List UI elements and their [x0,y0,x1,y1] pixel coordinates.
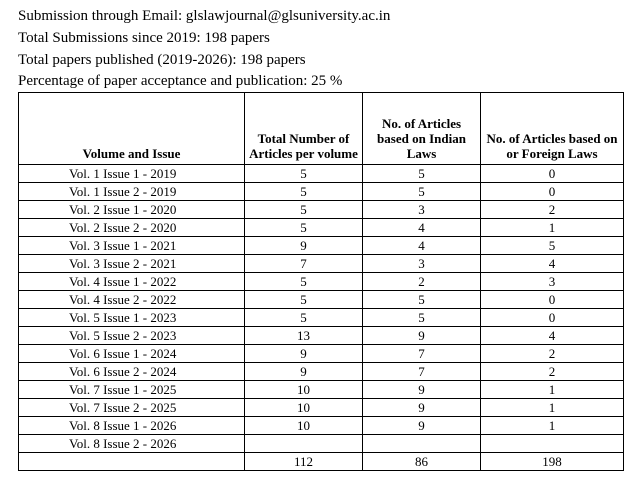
cell-indian: 9 [363,381,481,399]
acceptance-line: Percentage of paper acceptance and publication: 25 % [18,73,343,89]
table-header-row [19,93,624,165]
totals-row [19,453,624,471]
articles-table [18,92,624,471]
cell-indian: 7 [363,345,481,363]
table-row [19,237,624,255]
cell-foreign: 5 [481,237,624,255]
cell-volume: Vol. 5 Issue 2 - 2023 [19,327,245,345]
email-line: Submission through Email: glslawjournal@glsuniversity.ac.in [18,8,391,24]
cell-foreign: 1 [481,381,624,399]
totals-volume [19,453,245,471]
cell-volume: Vol. 7 Issue 1 - 2025 [19,381,245,399]
cell-volume: Vol. 7 Issue 2 - 2025 [19,399,245,417]
header-foreign: No. of Articles based on or Foreign Laws [481,93,624,165]
cell-volume: Vol. 4 Issue 1 - 2022 [19,273,245,291]
cell-foreign: 2 [481,345,624,363]
table-row [19,327,624,345]
table-row [19,345,624,363]
cell-total: 9 [245,363,363,381]
table-row [19,399,624,417]
cell-total: 5 [245,291,363,309]
cell-indian: 3 [363,201,481,219]
cell-total: 5 [245,183,363,201]
cell-indian: 5 [363,309,481,327]
table-body [19,165,624,471]
table-row [19,309,624,327]
cell-indian: 5 [363,291,481,309]
cell-indian: 5 [363,183,481,201]
cell-indian: 4 [363,237,481,255]
cell-indian: 9 [363,399,481,417]
cell-foreign: 2 [481,363,624,381]
cell-foreign: 1 [481,399,624,417]
cell-volume: Vol. 5 Issue 1 - 2023 [19,309,245,327]
cell-volume: Vol. 8 Issue 2 - 2026 [19,435,245,453]
table-row [19,219,624,237]
cell-volume: Vol. 2 Issue 2 - 2020 [19,219,245,237]
cell-total: 5 [245,309,363,327]
total-published-line: Total papers published (2019-2026): 198 papers [18,52,306,68]
cell-foreign: 0 [481,309,624,327]
table-row [19,435,624,453]
cell-total: 10 [245,381,363,399]
cell-foreign: 4 [481,327,624,345]
cell-foreign: 1 [481,219,624,237]
cell-volume: Vol. 1 Issue 2 - 2019 [19,183,245,201]
cell-volume: Vol. 1 Issue 1 - 2019 [19,165,245,183]
cell-volume: Vol. 8 Issue 1 - 2026 [19,417,245,435]
cell-foreign: 0 [481,291,624,309]
table-row [19,291,624,309]
cell-volume: Vol. 3 Issue 1 - 2021 [19,237,245,255]
table-row [19,183,624,201]
table-row [19,165,624,183]
cell-indian: 7 [363,363,481,381]
totals-foreign: 198 [481,453,624,471]
totals-total: 112 [245,453,363,471]
cell-volume: Vol. 4 Issue 2 - 2022 [19,291,245,309]
cell-indian [363,435,481,453]
cell-volume: Vol. 3 Issue 2 - 2021 [19,255,245,273]
table-row [19,363,624,381]
cell-indian: 9 [363,417,481,435]
cell-volume: Vol. 6 Issue 1 - 2024 [19,345,245,363]
cell-indian: 4 [363,219,481,237]
cell-indian: 5 [363,165,481,183]
cell-total: 5 [245,273,363,291]
cell-total: 10 [245,399,363,417]
cell-indian: 9 [363,327,481,345]
table-row [19,201,624,219]
cell-indian: 2 [363,273,481,291]
table-row [19,273,624,291]
cell-foreign: 0 [481,165,624,183]
table-row [19,255,624,273]
cell-foreign: 1 [481,417,624,435]
header-total: Total Number of Articles per volume [245,93,363,165]
cell-foreign: 0 [481,183,624,201]
cell-foreign: 4 [481,255,624,273]
header-indian: No. of Articles based on Indian Laws [363,93,481,165]
cell-total: 5 [245,201,363,219]
cell-foreign: 3 [481,273,624,291]
table-row [19,417,624,435]
totals-indian: 86 [363,453,481,471]
cell-foreign [481,435,624,453]
cell-total [245,435,363,453]
cell-total: 5 [245,165,363,183]
header-volume: Volume and Issue [19,93,245,165]
cell-total: 9 [245,345,363,363]
table-row [19,381,624,399]
cell-foreign: 2 [481,201,624,219]
cell-total: 10 [245,417,363,435]
cell-total: 13 [245,327,363,345]
cell-volume: Vol. 6 Issue 2 - 2024 [19,363,245,381]
total-submissions-line: Total Submissions since 2019: 198 papers [18,30,270,46]
cell-total: 9 [245,237,363,255]
cell-volume: Vol. 2 Issue 1 - 2020 [19,201,245,219]
cell-total: 5 [245,219,363,237]
cell-total: 7 [245,255,363,273]
cell-indian: 3 [363,255,481,273]
